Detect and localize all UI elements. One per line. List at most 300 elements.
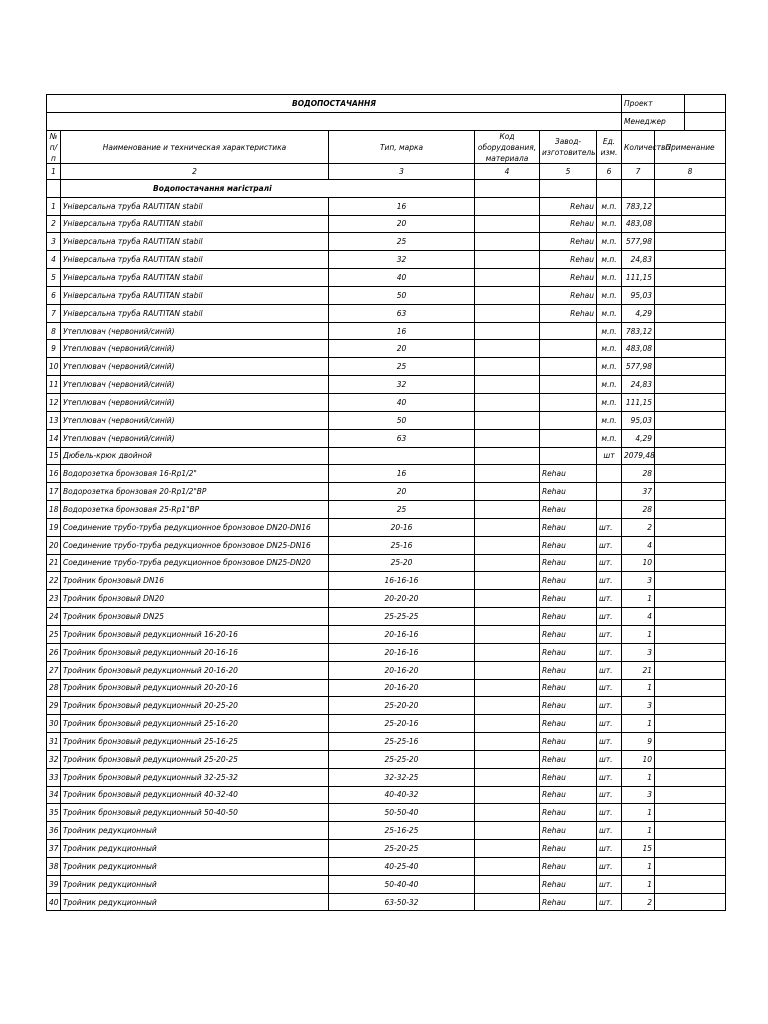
row-note-cell <box>655 554 726 572</box>
row-qty-cell: 4,29 <box>622 429 655 447</box>
row-number-cell: 39 <box>47 875 61 893</box>
row-qty-cell: 4 <box>622 608 655 626</box>
row-unit-cell: шт. <box>597 590 622 608</box>
row-name-cell: Соединение трубо-труба редукционное бронзовое DN20-DN16 <box>61 518 329 536</box>
row-name-cell: Універсальна труба RAUTITAN stabil <box>61 215 329 233</box>
row-note-cell <box>655 429 726 447</box>
row-qty-cell: 1 <box>622 679 655 697</box>
table-row[interactable] <box>47 840 726 858</box>
table-row[interactable] <box>47 483 726 501</box>
row-name-cell: Універсальна труба RAUTITAN stabil <box>61 197 329 215</box>
row-maker-cell: Rehau <box>540 590 597 608</box>
row-code-cell <box>475 394 540 412</box>
row-name-cell: Тройник бронзовый редукционный 25-20-25 <box>61 750 329 768</box>
specification-sheet <box>46 94 714 911</box>
row-name-cell: Універсальна труба RAUTITAN stabil <box>61 251 329 269</box>
row-number-cell: 37 <box>47 840 61 858</box>
row-unit-cell: шт. <box>597 857 622 875</box>
row-qty-cell: 4,29 <box>622 304 655 322</box>
row-note-cell <box>655 857 726 875</box>
row-name-cell: Тройник бронзовый редукционный 25-16-20 <box>61 715 329 733</box>
row-name-cell: Утеплювач (червоний/синій) <box>61 394 329 412</box>
row-name-cell: Утеплювач (червоний/синій) <box>61 411 329 429</box>
row-note-cell <box>655 518 726 536</box>
row-name-cell: Універсальна труба RAUTITAN stabil <box>61 233 329 251</box>
row-maker-cell: Rehau <box>540 840 597 858</box>
row-qty-cell: 10 <box>622 750 655 768</box>
row-number-cell: 23 <box>47 590 61 608</box>
row-note-cell <box>655 679 726 697</box>
row-name-cell: Тройник бронзовый редукционный 40-32-40 <box>61 786 329 804</box>
row-note-cell <box>655 768 726 786</box>
project-field[interactable] <box>622 95 726 113</box>
row-maker-cell: Rehau <box>540 304 597 322</box>
row-name-cell: Тройник редукционный <box>61 840 329 858</box>
row-qty-cell: 2079,48 <box>622 447 655 465</box>
row-type-cell: 50 <box>329 286 475 304</box>
table-row[interactable] <box>47 768 726 786</box>
row-note-cell <box>655 733 726 751</box>
row-unit-cell <box>597 501 622 519</box>
row-qty-cell: 577,98 <box>622 358 655 376</box>
table-row[interactable] <box>47 286 726 304</box>
row-name-cell: Водорозетка бронзовая 16-Rp1/2" <box>61 465 329 483</box>
row-note-cell <box>655 875 726 893</box>
row-name-cell: Універсальна труба RAUTITAN stabil <box>61 304 329 322</box>
row-type-cell: 16 <box>329 465 475 483</box>
section-blank <box>622 179 655 197</box>
table-row[interactable] <box>47 429 726 447</box>
row-type-cell: 25 <box>329 358 475 376</box>
row-qty-cell: 783,12 <box>622 197 655 215</box>
row-maker-cell: Rehau <box>540 215 597 233</box>
row-type-cell: 25 <box>329 233 475 251</box>
row-note-cell <box>655 661 726 679</box>
row-code-cell <box>475 233 540 251</box>
manager-value[interactable] <box>685 113 725 130</box>
row-code-cell <box>475 501 540 519</box>
table-row[interactable] <box>47 822 726 840</box>
row-code-cell <box>475 715 540 733</box>
row-name-cell: Тройник бронзовый редукционный 50-40-50 <box>61 804 329 822</box>
row-note-cell <box>655 394 726 412</box>
row-code-cell <box>475 679 540 697</box>
row-code-cell <box>475 376 540 394</box>
row-type-cell: 16 <box>329 197 475 215</box>
row-number-cell: 33 <box>47 768 61 786</box>
row-code-cell <box>475 536 540 554</box>
row-number-cell: 28 <box>47 679 61 697</box>
row-name-cell: Тройник редукционный <box>61 857 329 875</box>
col-number: 7 <box>622 164 655 179</box>
table-row[interactable] <box>47 322 726 340</box>
row-note-cell <box>655 376 726 394</box>
row-maker-cell: Rehau <box>540 501 597 519</box>
row-name-cell: Соединение трубо-труба редукционное бронзовое DN25-DN20 <box>61 554 329 572</box>
row-unit-cell: шт. <box>597 554 622 572</box>
column-number-row <box>47 164 726 179</box>
project-value[interactable] <box>685 95 725 112</box>
row-maker-cell <box>540 322 597 340</box>
row-unit-cell: м.п. <box>597 322 622 340</box>
row-note-cell <box>655 483 726 501</box>
row-type-cell: 20 <box>329 215 475 233</box>
row-note-cell <box>655 697 726 715</box>
row-name-cell: Соединение трубо-труба редукционное бронзовое DN25-DN16 <box>61 536 329 554</box>
row-note-cell <box>655 501 726 519</box>
row-code-cell <box>475 804 540 822</box>
row-unit-cell: шт. <box>597 608 622 626</box>
row-qty-cell: 21 <box>622 661 655 679</box>
row-number-cell: 17 <box>47 483 61 501</box>
row-name-cell: Водорозетка бронзовая 20-Rp1/2"ВР <box>61 483 329 501</box>
row-name-cell: Універсальна труба RAUTITAN stabil <box>61 269 329 287</box>
table-row[interactable] <box>47 376 726 394</box>
row-qty-cell: 1 <box>622 715 655 733</box>
table-row[interactable] <box>47 786 726 804</box>
row-maker-cell: Rehau <box>540 715 597 733</box>
row-name-cell: Утеплювач (червоний/синій) <box>61 429 329 447</box>
col-header-maker: Завод-изготовитель <box>540 131 597 164</box>
row-type-cell: 32 <box>329 251 475 269</box>
row-name-cell: Утеплювач (червоний/синій) <box>61 376 329 394</box>
row-number-cell: 32 <box>47 750 61 768</box>
table-row[interactable] <box>47 572 726 590</box>
row-qty-cell: 2 <box>622 893 655 911</box>
row-qty-cell: 10 <box>622 554 655 572</box>
row-number-cell: 12 <box>47 394 61 412</box>
row-number-cell: 30 <box>47 715 61 733</box>
row-type-cell: 50 <box>329 411 475 429</box>
row-type-cell: 25-20-20 <box>329 697 475 715</box>
col-header-num: № п/п <box>47 131 61 164</box>
specification-table <box>46 94 726 911</box>
col-number: 3 <box>329 164 475 179</box>
row-qty-cell: 4 <box>622 536 655 554</box>
row-qty-cell: 3 <box>622 572 655 590</box>
row-number-cell: 13 <box>47 411 61 429</box>
row-code-cell <box>475 322 540 340</box>
row-note-cell <box>655 340 726 358</box>
row-unit-cell: шт. <box>597 518 622 536</box>
row-maker-cell: Rehau <box>540 608 597 626</box>
row-type-cell: 32 <box>329 376 475 394</box>
row-code-cell <box>475 661 540 679</box>
row-unit-cell: шт. <box>597 679 622 697</box>
row-code-cell <box>475 643 540 661</box>
row-unit-cell: шт. <box>597 715 622 733</box>
row-unit-cell: шт. <box>597 786 622 804</box>
row-note-cell <box>655 822 726 840</box>
row-qty-cell: 483,08 <box>622 340 655 358</box>
table-row[interactable] <box>47 465 726 483</box>
row-unit-cell: шт. <box>597 893 622 911</box>
row-qty-cell: 1 <box>622 875 655 893</box>
row-unit-cell: м.п. <box>597 358 622 376</box>
section-blank <box>475 179 540 197</box>
row-unit-cell: м.п. <box>597 197 622 215</box>
row-unit-cell: м.п. <box>597 411 622 429</box>
row-number-cell: 8 <box>47 322 61 340</box>
row-type-cell: 20-16 <box>329 518 475 536</box>
row-number-cell: 31 <box>47 733 61 751</box>
row-type-cell: 50-50-40 <box>329 804 475 822</box>
row-type-cell: 16 <box>329 322 475 340</box>
row-maker-cell: Rehau <box>540 697 597 715</box>
row-number-cell: 25 <box>47 625 61 643</box>
row-number-cell: 18 <box>47 501 61 519</box>
row-unit-cell: м.п. <box>597 251 622 269</box>
table-row[interactable] <box>47 643 726 661</box>
row-code-cell <box>475 786 540 804</box>
table-row[interactable] <box>47 661 726 679</box>
table-row[interactable] <box>47 304 726 322</box>
manager-field[interactable] <box>622 113 726 131</box>
row-name-cell: Тройник бронзовый редукционный 20-16-20 <box>61 661 329 679</box>
table-row[interactable] <box>47 697 726 715</box>
row-type-cell: 20 <box>329 340 475 358</box>
row-unit-cell: м.п. <box>597 304 622 322</box>
row-maker-cell <box>540 340 597 358</box>
row-qty-cell: 15 <box>622 840 655 858</box>
row-unit-cell: шт. <box>597 768 622 786</box>
table-row[interactable] <box>47 501 726 519</box>
row-name-cell: Тройник редукционный <box>61 822 329 840</box>
table-row[interactable] <box>47 358 726 376</box>
row-number-cell: 1 <box>47 197 61 215</box>
title-row <box>47 95 726 113</box>
table-row[interactable] <box>47 590 726 608</box>
row-qty-cell: 1 <box>622 590 655 608</box>
row-unit-cell: шт. <box>597 875 622 893</box>
row-maker-cell: Rehau <box>540 483 597 501</box>
row-note-cell <box>655 715 726 733</box>
row-maker-cell: Rehau <box>540 786 597 804</box>
table-row[interactable] <box>47 733 726 751</box>
col-number: 5 <box>540 164 597 179</box>
row-number-cell: 24 <box>47 608 61 626</box>
row-type-cell: 40 <box>329 269 475 287</box>
row-maker-cell: Rehau <box>540 893 597 911</box>
manager-blank <box>47 113 622 131</box>
row-type-cell: 40-40-32 <box>329 786 475 804</box>
row-note-cell <box>655 322 726 340</box>
row-number-cell: 4 <box>47 251 61 269</box>
col-header-qty: Количество <box>622 131 655 164</box>
row-maker-cell: Rehau <box>540 572 597 590</box>
row-number-cell: 15 <box>47 447 61 465</box>
table-row[interactable] <box>47 804 726 822</box>
table-row[interactable] <box>47 518 726 536</box>
table-row[interactable] <box>47 447 726 465</box>
row-unit-cell: м.п. <box>597 376 622 394</box>
row-qty-cell: 3 <box>622 786 655 804</box>
row-qty-cell: 95,03 <box>622 286 655 304</box>
row-code-cell <box>475 358 540 376</box>
row-code-cell <box>475 840 540 858</box>
section-row <box>47 179 726 197</box>
row-unit-cell: м.п. <box>597 286 622 304</box>
table-row[interactable] <box>47 251 726 269</box>
row-qty-cell: 3 <box>622 643 655 661</box>
table-row[interactable] <box>47 608 726 626</box>
row-unit-cell <box>597 483 622 501</box>
table-row[interactable] <box>47 215 726 233</box>
col-number: 6 <box>597 164 622 179</box>
row-number-cell: 22 <box>47 572 61 590</box>
row-code-cell <box>475 286 540 304</box>
table-row[interactable] <box>47 625 726 643</box>
row-qty-cell: 3 <box>622 697 655 715</box>
row-type-cell: 25-16 <box>329 536 475 554</box>
row-number-cell: 26 <box>47 643 61 661</box>
row-maker-cell: Rehau <box>540 465 597 483</box>
section-blank <box>47 179 61 197</box>
table-row[interactable] <box>47 340 726 358</box>
row-code-cell <box>475 554 540 572</box>
row-name-cell: Дюбель-крюк двойной <box>61 447 329 465</box>
row-number-cell: 3 <box>47 233 61 251</box>
row-code-cell <box>475 768 540 786</box>
row-name-cell: Тройник бронзовый редукционный 25-16-25 <box>61 733 329 751</box>
table-row[interactable] <box>47 893 726 911</box>
row-type-cell: 20-16-20 <box>329 661 475 679</box>
row-maker-cell: Rehau <box>540 733 597 751</box>
manager-row <box>47 113 726 131</box>
row-type-cell: 25-20-16 <box>329 715 475 733</box>
table-row[interactable] <box>47 536 726 554</box>
row-maker-cell: Rehau <box>540 768 597 786</box>
table-row[interactable] <box>47 715 726 733</box>
row-number-cell: 16 <box>47 465 61 483</box>
row-maker-cell <box>540 358 597 376</box>
row-note-cell <box>655 215 726 233</box>
row-number-cell: 20 <box>47 536 61 554</box>
row-maker-cell <box>540 394 597 412</box>
row-maker-cell: Rehau <box>540 536 597 554</box>
row-code-cell <box>475 197 540 215</box>
row-unit-cell: шт. <box>597 750 622 768</box>
row-code-cell <box>475 340 540 358</box>
row-type-cell: 40 <box>329 394 475 412</box>
table-row[interactable] <box>47 875 726 893</box>
row-maker-cell: Rehau <box>540 518 597 536</box>
row-type-cell: 25-25-16 <box>329 733 475 751</box>
col-number: 1 <box>47 164 61 179</box>
row-type-cell: 16-16-16 <box>329 572 475 590</box>
row-number-cell: 36 <box>47 822 61 840</box>
row-unit-cell: шт. <box>597 733 622 751</box>
row-qty-cell: 1 <box>622 822 655 840</box>
row-code-cell <box>475 590 540 608</box>
row-type-cell: 25-20 <box>329 554 475 572</box>
section-title: Водопостачання магістралі <box>61 179 475 197</box>
row-code-cell <box>475 625 540 643</box>
row-name-cell: Водорозетка бронзовая 25-Rp1"ВР <box>61 501 329 519</box>
sheet-title: ВОДОПОСТАЧАННЯ <box>47 95 622 113</box>
row-note-cell <box>655 572 726 590</box>
row-maker-cell: Rehau <box>540 661 597 679</box>
row-code-cell <box>475 518 540 536</box>
row-type-cell: 20-20-20 <box>329 590 475 608</box>
table-row[interactable] <box>47 197 726 215</box>
row-qty-cell: 577,98 <box>622 233 655 251</box>
row-qty-cell: 111,15 <box>622 269 655 287</box>
row-maker-cell: Rehau <box>540 251 597 269</box>
table-row[interactable] <box>47 233 726 251</box>
row-unit-cell <box>597 465 622 483</box>
row-name-cell: Тройник бронзовый редукционный 20-25-20 <box>61 697 329 715</box>
row-code-cell <box>475 429 540 447</box>
row-unit-cell: м.п. <box>597 340 622 358</box>
row-unit-cell: шт. <box>597 643 622 661</box>
table-row[interactable] <box>47 269 726 287</box>
row-unit-cell: м.п. <box>597 394 622 412</box>
row-code-cell <box>475 608 540 626</box>
row-type-cell: 63-50-32 <box>329 893 475 911</box>
row-number-cell: 11 <box>47 376 61 394</box>
table-row[interactable] <box>47 857 726 875</box>
row-type-cell: 25-25-25 <box>329 608 475 626</box>
row-code-cell <box>475 893 540 911</box>
col-header-code: Код оборудования, материала <box>475 131 540 164</box>
row-qty-cell: 1 <box>622 857 655 875</box>
row-maker-cell <box>540 411 597 429</box>
table-row[interactable] <box>47 750 726 768</box>
row-number-cell: 2 <box>47 215 61 233</box>
row-qty-cell: 783,12 <box>622 322 655 340</box>
row-note-cell <box>655 643 726 661</box>
row-note-cell <box>655 804 726 822</box>
row-unit-cell: м.п. <box>597 269 622 287</box>
row-maker-cell: Rehau <box>540 857 597 875</box>
row-qty-cell: 1 <box>622 625 655 643</box>
row-unit-cell: шт. <box>597 536 622 554</box>
row-type-cell: 25-20-25 <box>329 840 475 858</box>
manager-label: Менеджер <box>622 113 685 130</box>
table-row[interactable] <box>47 394 726 412</box>
row-number-cell: 14 <box>47 429 61 447</box>
row-note-cell <box>655 536 726 554</box>
row-note-cell <box>655 625 726 643</box>
table-row[interactable] <box>47 554 726 572</box>
row-note-cell <box>655 750 726 768</box>
row-name-cell: Тройник бронзовый редукционный 20-20-16 <box>61 679 329 697</box>
row-type-cell: 25 <box>329 501 475 519</box>
row-number-cell: 40 <box>47 893 61 911</box>
row-maker-cell <box>540 429 597 447</box>
row-code-cell <box>475 572 540 590</box>
row-code-cell <box>475 483 540 501</box>
row-name-cell: Тройник бронзовый DN25 <box>61 608 329 626</box>
row-name-cell: Утеплювач (червоний/синій) <box>61 340 329 358</box>
row-name-cell: Утеплювач (червоний/синій) <box>61 358 329 376</box>
row-name-cell: Тройник бронзовый DN16 <box>61 572 329 590</box>
table-row[interactable] <box>47 679 726 697</box>
row-number-cell: 34 <box>47 786 61 804</box>
project-label: Проект <box>622 95 685 112</box>
row-unit-cell: м.п. <box>597 233 622 251</box>
row-maker-cell: Rehau <box>540 625 597 643</box>
section-blank <box>655 179 726 197</box>
row-code-cell <box>475 411 540 429</box>
row-type-cell: 40-25-40 <box>329 857 475 875</box>
row-name-cell: Тройник бронзовый редукционный 32-25-32 <box>61 768 329 786</box>
row-note-cell <box>655 608 726 626</box>
row-maker-cell: Rehau <box>540 875 597 893</box>
table-row[interactable] <box>47 411 726 429</box>
row-type-cell: 63 <box>329 429 475 447</box>
